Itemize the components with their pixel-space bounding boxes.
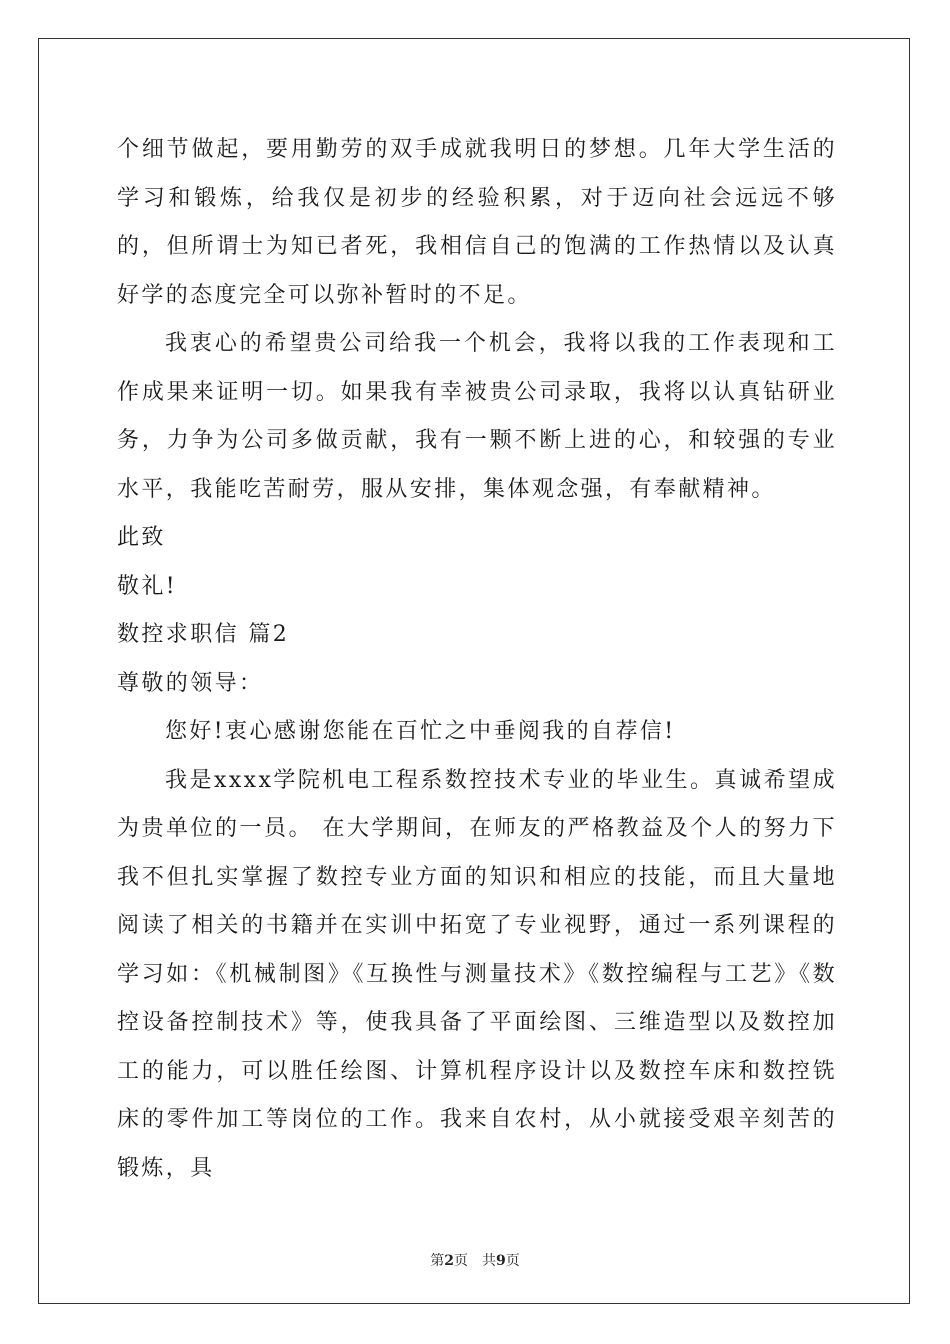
page-current: 2 bbox=[444, 1253, 454, 1269]
page-suffix: 页 bbox=[454, 1253, 468, 1269]
paragraph-thanks: 您好!衷心感谢您能在百忙之中垂阅我的自荐信! bbox=[165, 719, 676, 744]
closing-regards: 敬礼! bbox=[117, 573, 178, 599]
total-prefix: 共 bbox=[482, 1253, 496, 1269]
total-suffix: 页 bbox=[505, 1253, 520, 1269]
document-body bbox=[117, 126, 837, 1193]
paragraph-continuation: 个细节做起，要用勤劳的双手成就我明日的梦想。几年大学生活的学习和锻炼，给我仅是初步的经验积累，对于迈向社会远远不够的，但所谓士为知已者死，我相信自己的饱满的工作热情以及认真好学的态度完全可以弥补暂时的不足。 bbox=[117, 137, 837, 308]
page-prefix: 第 bbox=[430, 1253, 445, 1269]
paragraph-introduction: 我是xxxx学院机电工程系数控技术专业的毕业生。真诚希望成为贵单位的一员。 在大学期间，在师友的严格教益及个人的努力下我不但扎实掌握了数控专业方面的知识和相应的技能，而且大量地阅读了相关的书籍并在实训中拓宽了专业视野，通过一系列课程的学习如：《机械制图》《互换性与测量技术》《数控编程与工艺》《数控设备控制技术》等，使我具备了平面绘图、三维造型以及数控加工的能力，可以胜任绘图、计算机程序设计以及数控车床和数控铣床的零件加工等岗位的工作。我来自农村，从小就接受艰辛刻苦的锻炼，具 bbox=[117, 767, 837, 1181]
closing-salutation: 此致 bbox=[117, 525, 166, 550]
section-title: 数控求职信 篇2 bbox=[117, 622, 290, 647]
page-footer bbox=[0, 1250, 950, 1270]
greeting: 尊敬的领导： bbox=[117, 670, 264, 696]
paragraph-hope: 我衷心的希望贵公司给我一个机会，我将以我的工作表现和工作成果来证明一切。如果我有幸被贵公司录取，我将以认真钻研业务，力争为公司多做贡献，我有一颗不断上进的心，和较强的专业水平，我能吃苦耐劳，服从安排，集体观念强，有奉献精神。 bbox=[117, 331, 837, 502]
page-total: 9 bbox=[496, 1253, 506, 1269]
